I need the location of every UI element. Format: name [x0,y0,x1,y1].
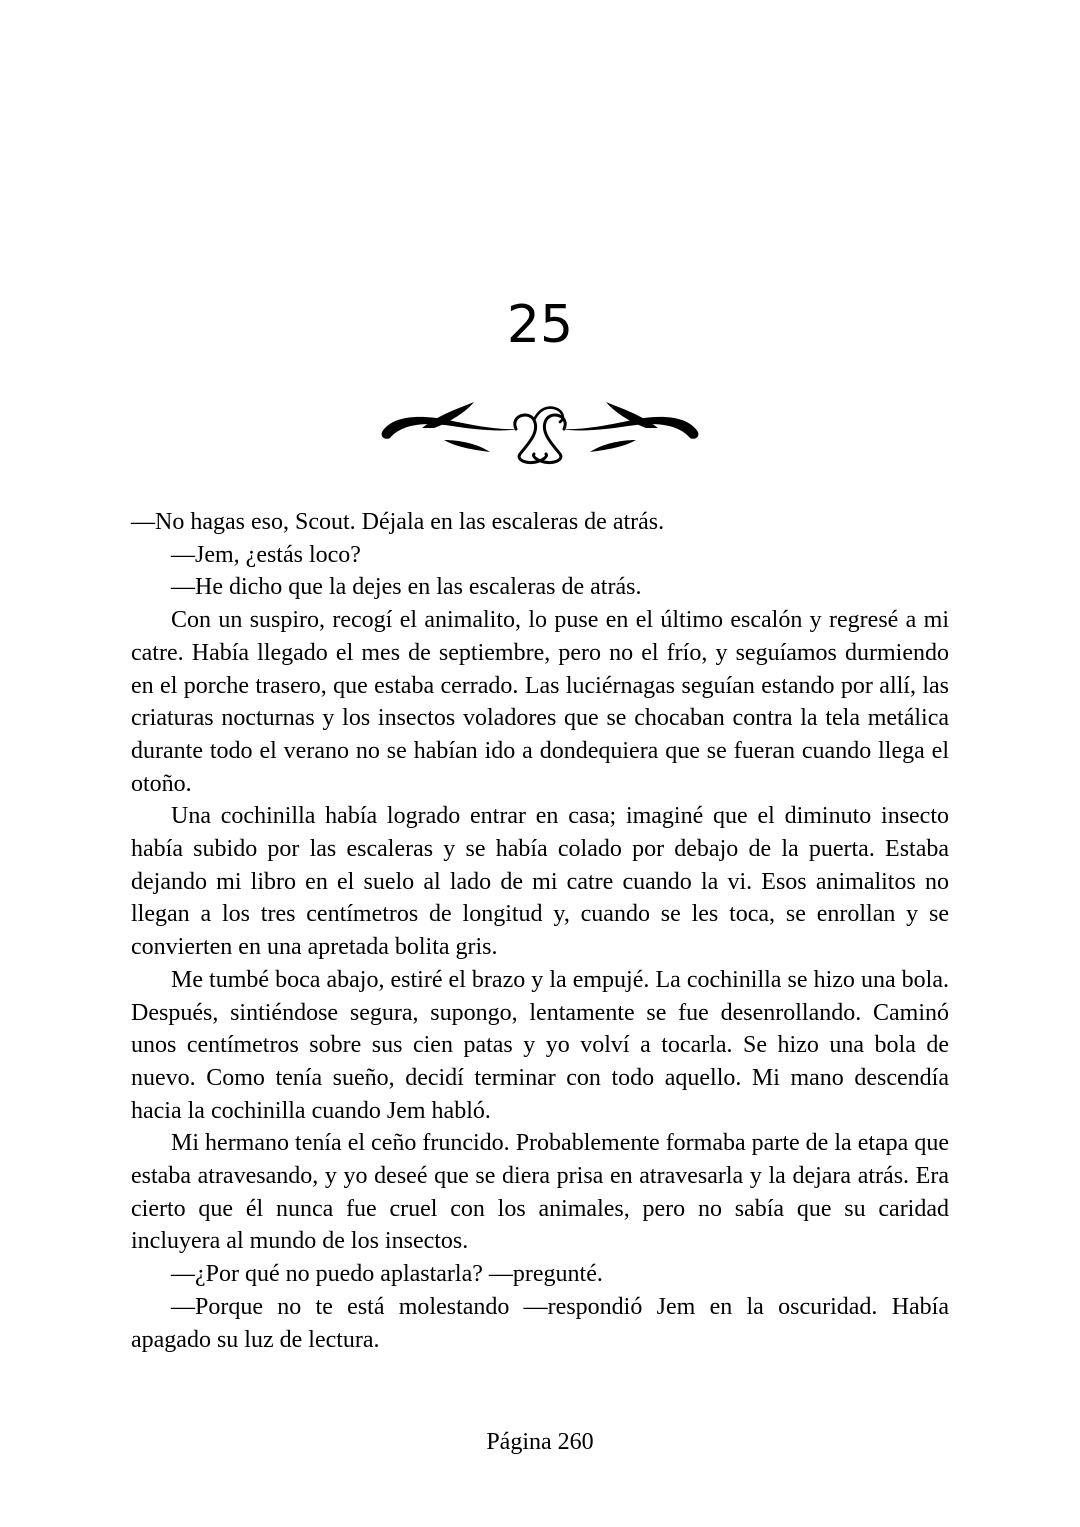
paragraph: —Porque no te está molestando —respondió Jem en la oscuridad. Había apagado su luz de lectura. [131,1293,949,1353]
paragraph: Una cochinilla había logrado entrar en casa; imaginé que el diminuto insecto había subido por las escaleras y se había colado por debajo de la puerta. Estaba dejando mi libro en el suelo al lado de mi catre cuando la vi. Esos animalitos no llegan a los tres centímetros de longitud y, cuando se les toca, se enrollan y se convierten en una apretada bolita gris. [131,803,949,961]
flourish-divider-icon [378,396,702,468]
page-number: Página 260 [486,1429,594,1455]
paragraph: Me tumbé boca abajo, estiré el brazo y la empujé. La cochinilla se hizo una bola. Después, sintiéndose segura, supongo, lentamente se fue desenrollando. Caminó unos centímetros sobre sus cien patas y yo volví a tocarla. Se hizo una bola de nuevo. Como tenía sueño, decidí terminar con todo aquello. Mi mano descendía hacia la cochinilla cuando Jem habló. [131,966,949,1124]
paragraph: Con un suspiro, recogí el animalito, lo puse en el último escalón y regresé a mi catre. Había llegado el mes de septiembre, pero no el frío, y seguíamos durmiendo en el porche trasero, que estaba cerrado. Las luciérnagas seguían estando por allí, las criaturas nocturnas y los insectos voladores que se chocaban contra la tela metálica durante todo el verano no se habían ido a dondequiera que se fueran cuando llega el otoño. [131,607,949,797]
paragraph: —¿Por qué no puedo aplastarla? —pregunté. [171,1261,603,1288]
chapter-number: 25 [506,295,574,355]
paragraph: —No hagas eso, Scout. Déjala en las escaleras de atrás. [131,509,665,535]
paragraph: —Jem, ¿estás loco? [171,541,361,568]
paragraph: Mi hermano tenía el ceño fruncido. Probablemente formaba parte de la etapa que estaba atravesando, y yo deseé que se diera prisa en atravesarla y la dejara atrás. Era cierto que él nunca fue cruel con los animales, pero no sabía que su caridad incluyera al mundo de los insectos. [131,1130,949,1255]
paragraph: —He dicho que la dejes en las escaleras de atrás. [171,574,642,601]
chapter-body [131,506,949,1356]
